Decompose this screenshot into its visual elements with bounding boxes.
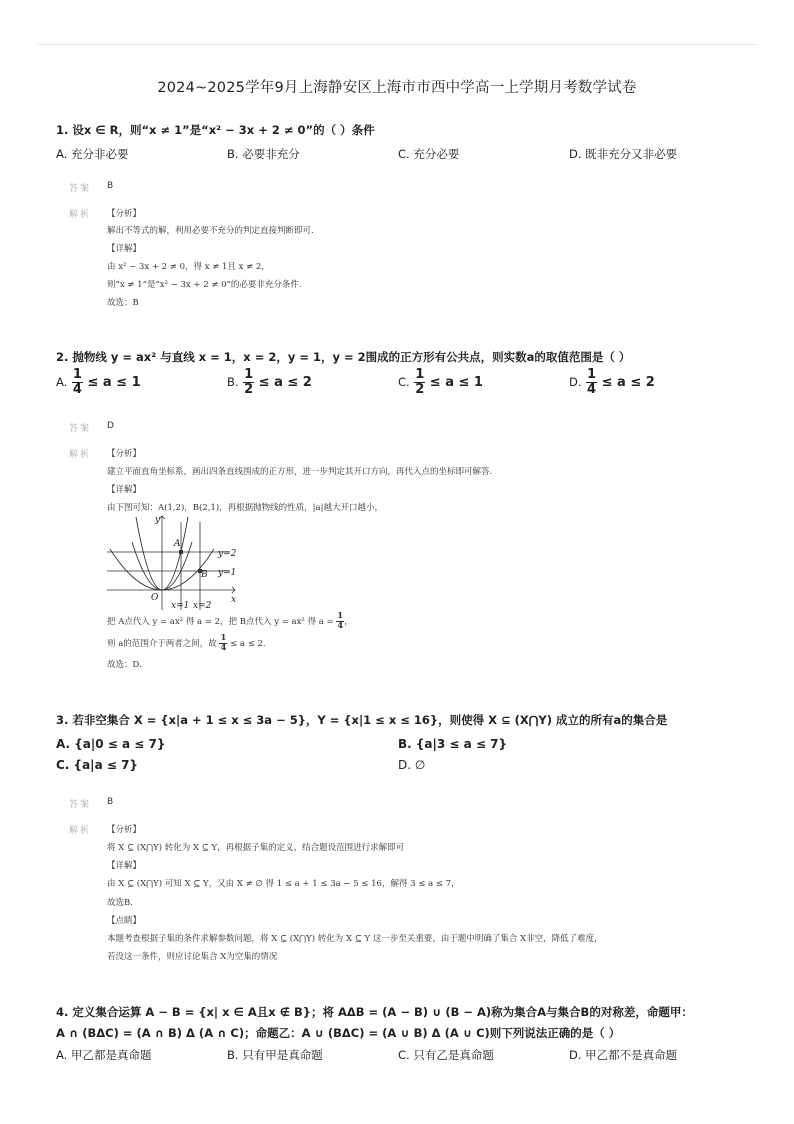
q3-sol-line: 由 X ⊆ (X⋂Y) 可知 X ⊆ Y，又由 X ≠ ∅ 得 1 ≤ a + 1 ≤ 3a − 5 ≤ 16，解得 3 ≤ a ≤ 7， (107, 879, 460, 889)
q4-stem-line2: A ∩ (BΔC) = (A ∩ B) Δ (A ∩ C)；命题乙：A ∪ (BΔC) = (A ∪ B) Δ (A ∪ C)则下列说法正确的是（ ） (56, 1026, 621, 1040)
q2-option-b[interactable] (227, 368, 312, 397)
q2-sol-line: 故选：D. (107, 660, 142, 670)
option-rest: ≤ a ≤ 1 (429, 375, 483, 390)
q3-sol-line: 【点睛】 (107, 916, 142, 926)
q3-sol-line: 故选B. (107, 898, 133, 908)
option-rest: ≤ a ≤ 2 (601, 375, 655, 390)
q1-stem: 1. 设x ∈ R，则“x ≠ 1”是“x² − 3x + 2 ≠ 0”的（ ）条件 (56, 123, 375, 137)
q3-sol-line: 将 X ⊆ (X⋂Y) 转化为 X ⊆ Y，再根据子集的定义，结合题设范围进行求解即可 (107, 843, 405, 853)
option-rest: ≤ a ≤ 1 (87, 375, 141, 390)
line-y1-label: y=1 (218, 568, 237, 578)
q4-stem-line1: 4. 定义集合运算 A − B = {x| x ∈ A且x ∉ B}；将 AΔB = (A − B) ∪ (B − A)称为集合A与集合B的对称差，命题甲： (56, 1005, 693, 1019)
q3-sol-line: 【详解】 (107, 861, 142, 871)
q3-sol-line: 本题考查根据子集的条件求解参数问题，将 X ⊆ (X⋂Y) 转化为 X ⊆ Y 这一步至关重要，由于题中明确了集合 X非空，降低了难度， (107, 934, 603, 944)
q4-option-a[interactable]: A. 甲乙都是真命题 (56, 1048, 152, 1062)
q2-sol-line: 则 a的范围介于两者之间，故 $\frac{1}{4}$ ≤ a ≤ 2. (107, 633, 266, 653)
fraction: $\frac{1}{4}$ (220, 633, 227, 653)
q2-option-a[interactable] (56, 368, 141, 397)
q3-sol-line: 【分析】 (107, 825, 142, 835)
header-rule (38, 44, 756, 45)
fraction: $\frac{1}{4}$ (337, 611, 344, 631)
q2-sol-line: 【详解】 (107, 485, 142, 495)
q1-option-c[interactable]: C. 充分必要 (398, 147, 460, 161)
q2-sol-line: 建立平面直角坐标系，画出四条直线围成的正方形，进一步判定其开口方向，再代入点的坐标即可解答. (107, 467, 493, 477)
q1-sol-line: 则“x ≠ 1”是“x² − 3x + 2 ≠ 0”的必要非充分条件. (107, 280, 302, 290)
q2-sol-line: 把 A点代入 y = ax² 得 a = 2，把 B点代入 y = ax² 得 a = $\frac{1}{4}$ ， (107, 611, 353, 631)
q2-option-d[interactable] (569, 368, 655, 397)
point-a-marker (179, 550, 183, 554)
line-x1-label: x=1 (171, 601, 190, 611)
line-y2-label: y=2 (218, 549, 237, 559)
q1-sol-line: 由 x² − 3x + 2 ≠ 0，得 x ≠ 1且 x ≠ 2， (107, 262, 270, 272)
q4-option-b[interactable]: B. 只有甲是真命题 (227, 1048, 323, 1062)
option-letter: D. (569, 375, 582, 389)
fraction: $\frac{1}{2}$ (415, 367, 425, 397)
fraction: $\frac{1}{2}$ (244, 367, 254, 397)
q4-option-d[interactable]: D. 甲乙都不是真命题 (569, 1048, 678, 1062)
q3-answer: B (107, 797, 114, 807)
axis-y-label: y (155, 515, 161, 525)
line-x2-label: x=2 (193, 601, 212, 611)
q3-stem: 3. 若非空集合 X = {x|a + 1 ≤ x ≤ 3a − 5}，Y = {x|1 ≤ x ≤ 16}，则使得 X ⊆ (X⋂Y) 成立的所有a的集合是 (56, 713, 668, 727)
q3-option-d[interactable]: D. ∅ (398, 758, 426, 772)
parabola-graph (105, 512, 245, 612)
option-rest: ≤ a ≤ 2 (258, 375, 312, 390)
q2-analysis-label: 解析 (69, 450, 92, 460)
option-letter: A. (56, 375, 68, 389)
q3-option-c[interactable]: C. {a|a ≤ 7} (56, 758, 138, 772)
q1-option-d[interactable]: D. 既非充分又非必要 (569, 147, 678, 161)
q2-option-c[interactable] (398, 368, 483, 397)
fraction: $\frac{1}{4}$ (72, 367, 82, 397)
q1-analysis-label: 解析 (69, 210, 92, 220)
q2-sol-line: 【分析】 (107, 449, 142, 459)
q1-sol-line: 【分析】 (107, 209, 142, 219)
axis-x-label: x (231, 595, 237, 605)
q2-answer-label: 答案 (69, 424, 92, 434)
q1-option-b[interactable]: B. 必要非充分 (227, 147, 300, 161)
option-letter: B. (227, 375, 239, 389)
option-letter: C. (398, 375, 410, 389)
point-a-label: A (174, 539, 181, 549)
q1-answer: B (107, 181, 114, 191)
q2-stem: 2. 抛物线 y = ax² 与直线 x = 1，x = 2，y = 1，y = 2围成的正方形有公共点，则实数a的取值范围是（ ） (56, 350, 631, 364)
q4-option-c[interactable]: C. 只有乙是真命题 (398, 1048, 494, 1062)
q1-sol-line: 【详解】 (107, 244, 142, 254)
q3-sol-line: 若没这一条件，则应讨论集合 X为空集的情况 (107, 952, 278, 962)
q3-option-a[interactable]: A. {a|0 ≤ a ≤ 7} (56, 737, 166, 751)
q2-sol-line: 由下图可知：A(1,2)，B(2,1)，再根据抛物线的性质，|a|越大开口越小， (107, 503, 383, 513)
point-b-label: B (201, 570, 208, 580)
q2-answer: D (107, 421, 114, 431)
q1-option-a[interactable]: A. 充分非必要 (56, 147, 129, 161)
q1-sol-line: 解出不等式的解，利用必要不充分的判定直接判断即可. (107, 226, 314, 236)
q3-option-b[interactable]: B. {a|3 ≤ a ≤ 7} (398, 737, 508, 751)
q3-analysis-label: 解析 (69, 826, 92, 836)
q1-sol-line: 故选：B (107, 298, 139, 308)
q1-answer-label: 答案 (69, 184, 92, 194)
origin-label: O (151, 593, 159, 603)
fraction: $\frac{1}{4}$ (587, 367, 597, 397)
q3-answer-label: 答案 (69, 800, 92, 810)
page-title: 2024~2025学年9月上海静安区上海市市西中学高一上学期月考数学试卷 (157, 80, 637, 96)
